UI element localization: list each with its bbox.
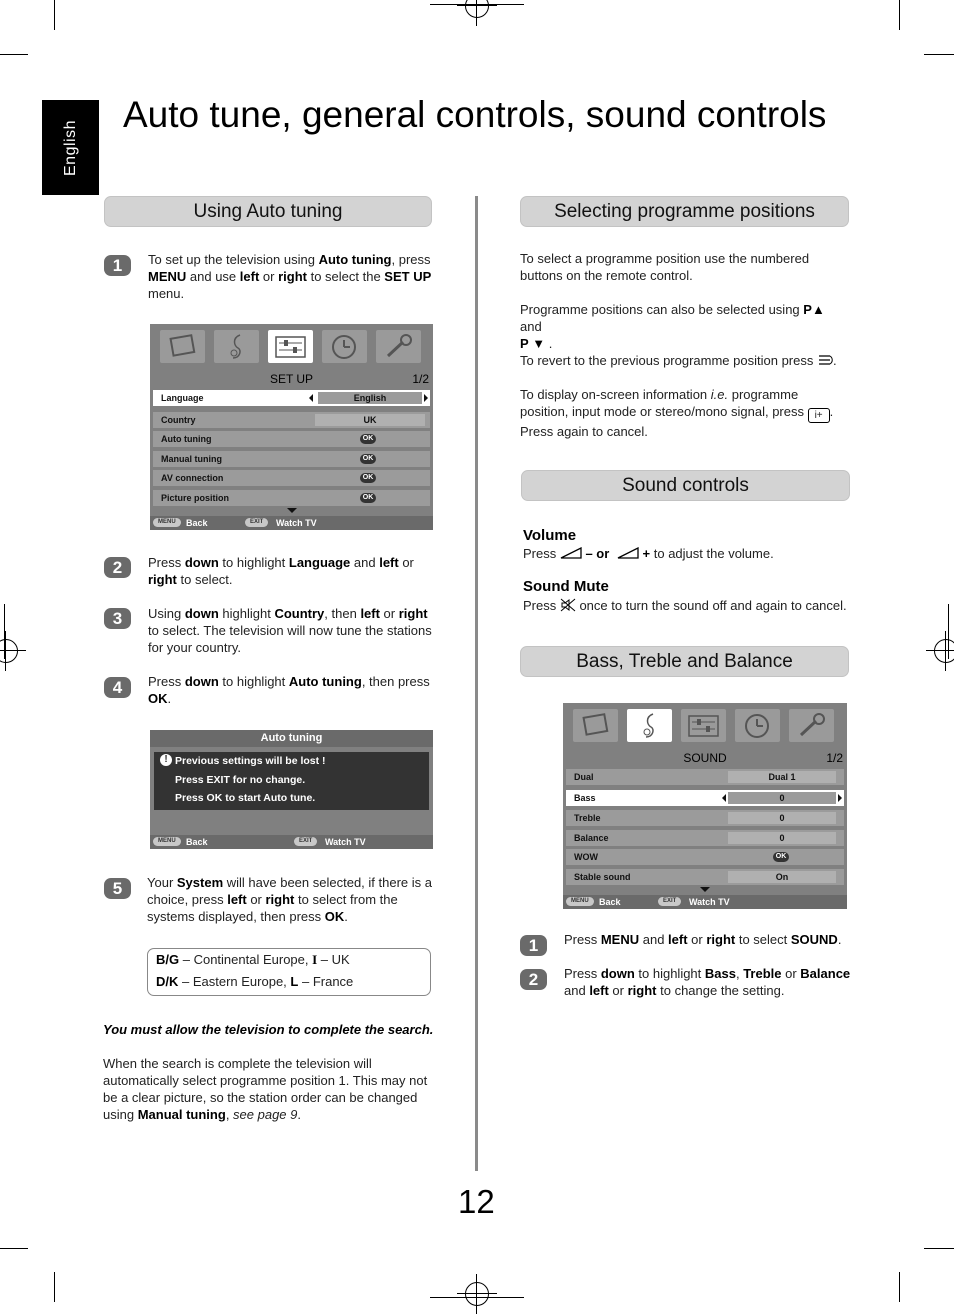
sound-step-2-text: Press down to highlight Bass, Treble or Balance and left or right to change the setting. <box>564 966 851 998</box>
programme-para-2: Programme positions can also be selected using P▲ and P ▼ . <box>520 302 825 351</box>
picture-icon <box>573 709 618 742</box>
setup-sliders-icon <box>268 330 313 363</box>
section-heading-bass-treble-balance: Bass, Treble and Balance <box>520 646 849 677</box>
menu-row-balance[interactable]: Balance 0 <box>566 830 844 846</box>
up-triangle-icon: ▲ <box>811 302 825 317</box>
menu-page-indicator: 1/2 <box>826 751 843 765</box>
clock-icon <box>322 330 367 363</box>
programme-para-3: To revert to the previous programme position press . <box>520 353 837 368</box>
menu-row-country[interactable]: Country UK <box>153 412 430 428</box>
section-heading-sound-controls: Sound controls <box>521 470 850 501</box>
volume-text: Press – or + to adjust the volume. <box>523 546 774 561</box>
step-badge: 1 <box>104 255 131 276</box>
menu-row-picture-position[interactable]: Picture position OK <box>153 490 430 506</box>
step-5-text: Your System will have been selected, if there is a choice, press left or right to select from the systems displayed, then press OK. <box>147 875 432 924</box>
step-4-text: Press down to highlight Auto tuning, then press OK. <box>148 674 430 706</box>
wrench-icon <box>376 330 421 363</box>
menu-page-indicator: 1/2 <box>412 372 429 386</box>
crop-mark <box>899 1272 900 1302</box>
menu-row-wow[interactable]: WOW OK <box>566 849 844 865</box>
wrench-icon <box>789 709 834 742</box>
volume-up-icon <box>617 546 639 558</box>
picture-icon <box>160 330 205 363</box>
registration-mark <box>926 631 954 671</box>
crop-mark <box>54 0 55 30</box>
registration-mark <box>457 0 497 26</box>
section-heading-auto-tuning: Using Auto tuning <box>104 196 432 227</box>
page-number: 12 <box>458 1183 495 1220</box>
search-note: You must allow the television to complete the search. <box>103 1022 434 1037</box>
crop-mark <box>4 604 5 659</box>
setup-menu-screen <box>150 324 433 530</box>
step-badge: 2 <box>520 969 547 990</box>
menu-row-stable-sound[interactable]: Stable sound On <box>566 869 844 885</box>
crop-mark <box>0 1248 28 1249</box>
step-badge: 2 <box>104 557 131 578</box>
crop-mark <box>924 54 954 55</box>
menu-title: SET UP <box>269 372 314 386</box>
crop-mark <box>54 1272 55 1302</box>
sound-mute-text: Press once to turn the sound off and again to cancel. <box>523 598 847 613</box>
clock-icon <box>735 709 780 742</box>
music-note-icon <box>214 330 259 363</box>
closing-paragraph: When the search is complete the television will automatically select programme position 1. This may not be a clear picture, so the station order can be changed using Manual tuning, see page 9. <box>103 1056 428 1122</box>
step-badge: 5 <box>104 878 131 899</box>
menu-row-treble[interactable]: Treble 0 <box>566 810 844 826</box>
registration-mark <box>457 1274 497 1314</box>
crop-mark <box>948 604 949 659</box>
page-title: Auto tune, general controls, sound controls <box>123 94 827 135</box>
info-button-icon: i+ <box>808 408 830 423</box>
sound-mute-heading: Sound Mute <box>523 578 609 595</box>
scroll-down-arrow-icon <box>700 887 710 892</box>
down-triangle-icon: ▼ <box>532 336 546 351</box>
step-badge: 3 <box>104 608 131 629</box>
menu-row-language[interactable]: Language English <box>153 390 430 406</box>
return-icon <box>817 353 833 367</box>
dialog-title: Auto tuning <box>150 730 433 747</box>
menu-footer: MENU Back EXIT Watch TV <box>150 516 433 530</box>
language-tab: English <box>42 100 99 195</box>
step-badge: 4 <box>104 677 131 698</box>
setup-sliders-icon <box>681 709 726 742</box>
programme-para-4: To display on-screen information i.e. programme position, input mode or stereo/mono signal, press i+ . Press again to cancel. <box>520 387 834 439</box>
crop-mark <box>899 0 900 30</box>
mute-icon <box>560 598 576 612</box>
crop-mark <box>924 1248 954 1249</box>
menu-row-bass[interactable]: Bass 0 <box>566 790 844 806</box>
systems-info-box: B/G – Continental Europe, I – UK D/K – Eastern Europe, L – France <box>147 948 431 996</box>
menu-footer: MENU Back EXIT Watch TV <box>563 895 847 909</box>
dialog-footer: MENU Back EXIT Watch TV <box>150 835 433 849</box>
menu-row-dual[interactable]: Dual Dual 1 <box>566 769 844 785</box>
step-1-text: To set up the television using Auto tuning, press MENU and use left or right to select the SET UP menu. <box>148 252 432 301</box>
volume-down-icon <box>560 546 582 558</box>
step-2-text: Press down to highlight Language and left or right to select. <box>148 555 414 587</box>
crop-mark <box>0 54 28 55</box>
menu-row-manual-tuning[interactable]: Manual tuning OK <box>153 451 430 467</box>
menu-row-auto-tuning[interactable]: Auto tuning OK <box>153 431 430 447</box>
auto-tuning-dialog <box>150 730 433 849</box>
sound-menu-screen <box>563 703 847 909</box>
scroll-down-arrow-icon <box>287 508 297 513</box>
step-badge: 1 <box>520 935 547 956</box>
section-heading-programme-positions: Selecting programme positions <box>520 196 849 227</box>
step-3-text: Using down highlight Country, then left or right to select. The television will now tune the stations for your country. <box>148 606 432 655</box>
volume-heading: Volume <box>523 527 577 544</box>
music-note-icon <box>627 709 672 742</box>
menu-row-av-connection[interactable]: AV connection OK <box>153 470 430 486</box>
menu-title: SOUND <box>683 751 727 765</box>
programme-para-1: To select a programme position use the numbered buttons on the remote control. <box>520 251 810 283</box>
sound-step-1-text: Press MENU and left or right to select SOUND. <box>564 932 842 947</box>
dialog-message: ! Previous settings will be lost ! Press EXIT for no change. Press OK to start Auto tune. <box>154 752 429 810</box>
warning-icon: ! <box>160 754 172 766</box>
column-divider <box>475 196 478 1171</box>
